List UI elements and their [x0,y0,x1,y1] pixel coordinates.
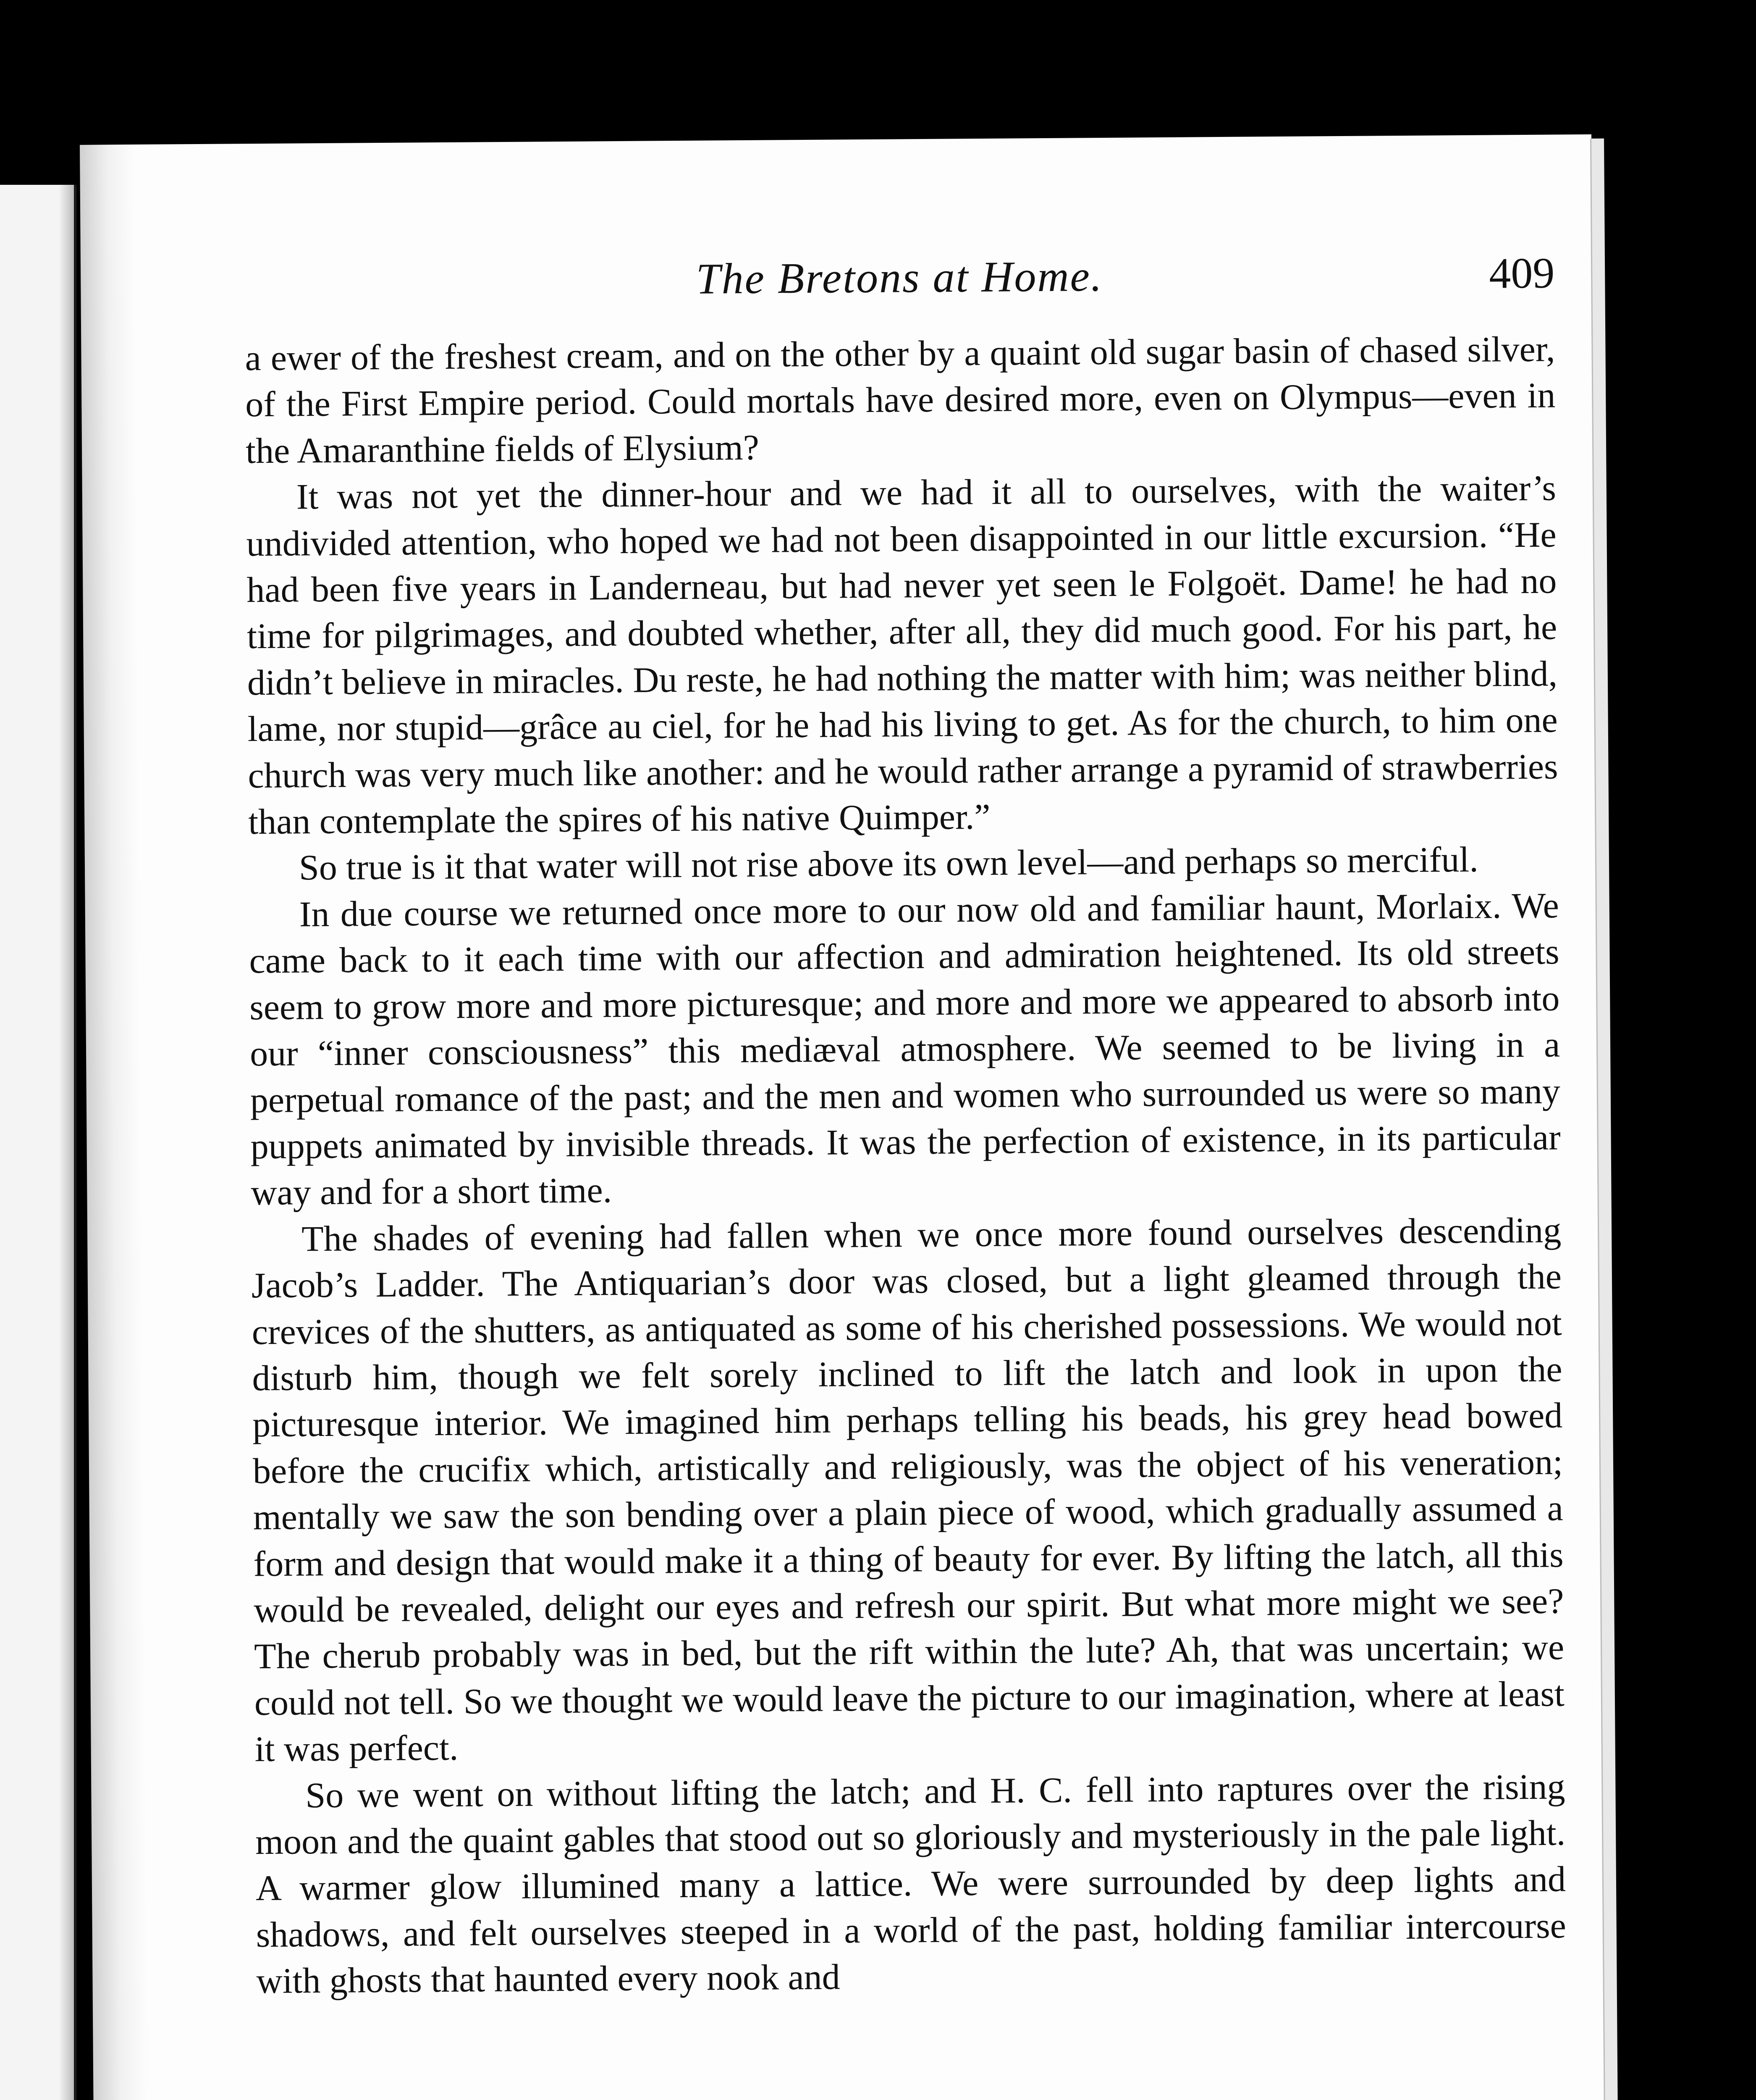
body-text [245,326,1567,2004]
facing-page-shadow [59,185,76,2100]
paragraph: So we went on without lifting the latch; and H. C. fell into raptures over the rising moon and the quaint gables that stood out so gloriously and mysteriously in the pale light. A warmer glow illumined many a lattice. We were surrounded by deep lights and shadows, and felt ourselves steeped in a world of the past, holding familiar intercourse with ghosts that haunted every nook and [255,1766,1567,2001]
paragraph: a ewer of the freshest cream, and on the other by a quaint old sugar basin of chased silver, of the First Empire period. Could mortals have desired more, even on Olympus—even in the Amaranthine fields of Elysium? [245,328,1556,471]
paragraph: The shades of evening had fallen when we once more found ourselves descending Jacob’s Ladder. The Antiquarian’s door was closed, but a light gleamed through the crevices of the shutters, as antiquated as some of his cherished possessions. We would not disturb him, though we felt sorely inclined to lift the latch and look in upon the picturesque interior. We imagined him perhaps telling his beads, his grey head bowed before the crucifix which, artistically and religiously, was the object of his veneration; mentally we saw the son bending over a plain piece of wood, which gradually assumed a form and design that would make it a thing of beauty for ever. By lifting the latch, all this would be revealed, delight our eyes and refresh our spirit. But what more might we see? The cherub probably was in bed, but the rift within the lute? Ah, that was uncertain; we could not tell. So we thought we would leave the picture to our imagination, where at least it was perfect. [251,1210,1565,1769]
page-edge [1590,139,1622,2100]
paragraph: In due course we returned once more to our now old and familiar haunt, Morlaix. We came back to it each time with our affection and admiration heightened. Its old streets seem to grow more and more picturesque; and more and more we appeared to absorb into our “inner consciousness” this mediæval atmosphere. We seemed to be living in a perpetual romance of the past; and the men and women who surrounded us were so many puppets animated by invisible threads. It was the perfection of existence, in its particular way and for a short time. [249,885,1561,1213]
book-page [80,134,1610,2100]
page-number: 409 [1489,249,1555,298]
running-head [244,248,1555,320]
paragraph: So true is it that water will not rise above its own level—and perhaps so merciful. [299,839,1478,888]
running-title: The Bretons at Home. [696,252,1103,303]
paragraph: It was not yet the dinner-hour and we had it all to ourselves, with the waiter’s undivided attention, who hoped we had not been disappointed in our little excursion. “He had been five years in Landerneau, but had never yet seen le Folgoët. Dame! he had no time for pilgrimages, and doubted whether, after all, they did much good. For his part, he didn’t believe in miracles. Du reste, he had nothing the matter with him; was neither blind, lame, nor stupid—grâce au ciel, for he had his living to get. As for the church, to him one church was very much like another: and he would rather arrange a pyramid of strawberries than contemplate the spires of his native Quimper.” [246,467,1558,842]
page-gutter-shadow [80,144,153,2100]
